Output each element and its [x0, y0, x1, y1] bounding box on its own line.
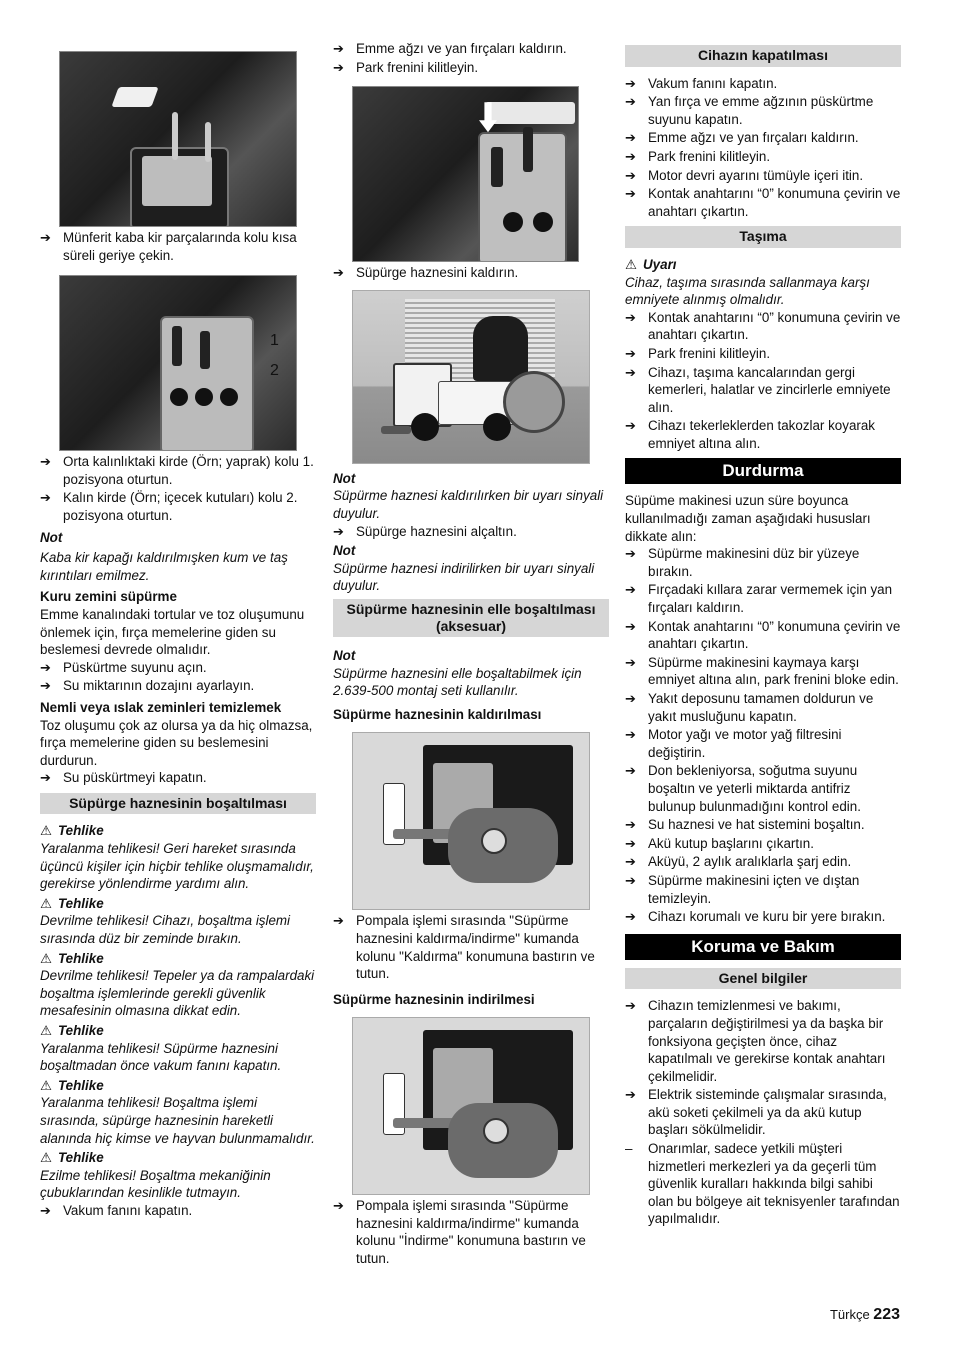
list-item [625, 129, 901, 147]
list-item [333, 523, 609, 541]
note-text: Süpürme haznesi kaldırılırken bir uyarı sinyali duyulur. [333, 488, 604, 521]
warning-block [40, 1022, 316, 1075]
item-text: Orta kalınlıktaki kirde (Örn; yaprak) kolu 1. pozisyona oturtun. [63, 454, 314, 487]
note-text: Süpürme haznesini elle boşaltabilmek için 2.639-500 montaj seti kullanılır. [333, 665, 582, 699]
list-item [625, 726, 901, 761]
arrow-icon: ➔ [625, 418, 636, 434]
paragraph-dry: Emme kanalındaki tortular ve toz oluşumunu önlemek için, fırça memelerine giden su beslemesi devrede olmalıdır. [40, 606, 305, 658]
list-item [625, 185, 901, 220]
list-item [625, 835, 901, 853]
warning-triangle-icon: ⚠ [40, 1023, 53, 1038]
warning-triangle-icon: ⚠ [40, 1077, 53, 1093]
arrow-icon: ➔ [625, 1087, 636, 1103]
arrow-icon: ➔ [333, 913, 344, 929]
arrow-icon: ➔ [625, 582, 636, 598]
arrow-icon: ➔ [40, 770, 51, 786]
warning-triangle-icon: ⚠ [40, 1150, 53, 1166]
arrow-icon: ➔ [625, 130, 636, 146]
arrow-icon: ➔ [40, 490, 51, 506]
warning-text: Devrilme tehlikesi! Cihazı, boşaltma işlemi sırasında düz bir zeminde bırakın. [40, 913, 291, 947]
note-text: Süpürme haznesi indirilirken bir uyarı sinyali duyulur. [333, 560, 595, 594]
item-text: Cihazı korumalı ve kuru bir yere bırakın. [648, 909, 886, 925]
item-text: Su miktarının dozajını ayarlayın. [63, 678, 255, 694]
list-item [333, 264, 609, 282]
arrow-icon: ➔ [625, 817, 636, 833]
subheading-dry: Kuru zemini süpürme [40, 589, 177, 605]
warning-text: Yaralanma tehlikesi! Geri hareket sırasında üçüncü kişiler için hiçbir tehlike oluşmamalıdır, gerekirse yönlendirme yardımı alın. [40, 841, 314, 892]
footer-language: Türkçe [829, 1307, 870, 1322]
note-title: Not [333, 647, 356, 663]
arrow-icon: ➔ [625, 654, 636, 670]
list-item [625, 167, 901, 185]
list-item [40, 1202, 316, 1220]
paragraph-wet: Toz oluşumu çok az olursa ya da hiç olmazsa, fırça memelerine giden su beslemesini durdurun. [40, 717, 313, 768]
arrow-icon: ➔ [625, 727, 636, 743]
note-title: Not [40, 529, 63, 545]
arrow-icon: ➔ [625, 167, 636, 183]
section-heading-stop: Durdurma [625, 458, 901, 484]
list-item [333, 40, 609, 58]
warning-text: Cihaz, taşıma sırasında sallanmaya karşı emniyete alınmış olmalıdır. [625, 274, 870, 308]
arrow-icon: ➔ [333, 59, 344, 75]
item-text: Su püskürtmeyi kapatın. [63, 770, 207, 786]
warning-title: Tehlike [58, 1023, 104, 1038]
list-item [625, 581, 901, 616]
column-right [625, 40, 901, 1229]
arrow-icon: ➔ [333, 523, 344, 539]
arrow-icon: ➔ [333, 265, 344, 281]
item-text: Vakum fanını kapatın. [648, 75, 778, 91]
note-text: Kaba kir kapağı kaldırılmışken kum ve taş kırıntıları emilmez. [40, 550, 288, 583]
item-text: Pompala işlemi sırasında "Süpürme haznesini kaldırma/indirme" kumanda kolunu "Kaldırma" konumuna bastırın ve tutun. [356, 913, 595, 982]
list-item [333, 1197, 609, 1267]
arrow-icon: ➔ [625, 618, 636, 634]
list-item [625, 417, 901, 452]
item-text: Püskürtme suyunu açın. [63, 659, 207, 675]
item-text: Elektrik sisteminde çalışmalar sırasında, akü soketi çekilmeli ya da akü kutup başları sökülmelidir. [648, 1087, 887, 1138]
list-item [625, 762, 901, 815]
arrow-icon: ➔ [625, 763, 636, 779]
arrow-icon: ➔ [625, 835, 636, 851]
list-item [333, 59, 609, 77]
list-item [625, 345, 901, 363]
item-text: Su haznesi ve hat sistemini boşaltın. [648, 817, 865, 833]
note-title: Not [333, 470, 356, 486]
section-heading-care: Koruma ve Bakım [625, 934, 901, 960]
item-text: Park frenini kilitleyin. [648, 345, 771, 361]
item-text: Kontak anahtarını “0” konumuna çevirin ve anahtarı çıkartın. [648, 309, 901, 343]
warning-text: Yaralanma tehlikesi! Boşaltma işlemi sırasında, süpürge haznesinin hareketli alanında hiç kimse ve hayvan bulunmamalıdır. [40, 1095, 315, 1146]
section-heading-empty: Süpürge haznesinin boşaltılması [40, 793, 316, 815]
dash-bullet: – [625, 1141, 633, 1157]
photo-lever-operator [59, 51, 297, 227]
arrow-icon: ➔ [625, 998, 636, 1014]
list-item [40, 229, 316, 264]
warning-title: Tehlike [58, 895, 104, 911]
arrow-icon: ➔ [625, 854, 636, 870]
item-text: Süpürme makinesini kaymaya karşı emniyet altına alın, park frenini bloke edin. [648, 654, 899, 688]
warning-triangle-icon: ⚠ [625, 256, 638, 272]
warning-block [40, 895, 316, 948]
list-item [625, 545, 901, 580]
list-item [40, 769, 316, 787]
shutdown-list [625, 75, 901, 221]
item-text: Cihazı, taşıma kancalarından gergi kemerleri, halatlar ve zincirlerle emniyete alın. [648, 364, 891, 415]
item-text: Süpürme makinesini içten ve dıştan temizleyin. [648, 872, 860, 906]
warning-title: Tehlike [58, 1077, 104, 1093]
warning-triangle-icon: ⚠ [40, 950, 53, 966]
item-text: Kontak anahtarını “0” konumuna çevirin ve anahtarı çıkartın. [648, 618, 901, 652]
item-text: Münferit kaba kir parçalarında kolu kısa süreli geriye çekin. [63, 230, 297, 263]
photo-hopper-button [352, 86, 579, 262]
section-heading-general: Genel bilgiler [625, 968, 901, 990]
photo-lever-positions [59, 275, 297, 451]
warning-triangle-icon: ⚠ [40, 823, 53, 839]
list-item [625, 997, 901, 1085]
list-item [625, 816, 901, 834]
item-text: Don bekleniyorsa, soğutma suyunu boşaltın ve yeterli miktarda antifriz bulunup bulunmadığını kontrol edin. [648, 763, 861, 814]
item-text: Cihazı tekerleklerden takozlar koyarak emniyet altına alın. [648, 418, 876, 451]
item-text: Pompala işlemi sırasında "Süpürme haznesini kaldırma/indirme" kumanda kolunu "İndirme" konumuna bastırın ve tutun. [356, 1198, 586, 1267]
list-item [625, 872, 901, 907]
list-item [625, 364, 901, 417]
page-footer [830, 1306, 900, 1324]
arrow-icon: ➔ [333, 1198, 344, 1214]
list-item [625, 148, 901, 166]
subheading-wet: Nemli veya ıslak zeminleri temizlemek [40, 699, 282, 715]
callout-1: 1 [270, 332, 279, 350]
item-text: Fırçadaki kıllara zarar vermemek için yan fırçaları kaldırın. [648, 582, 893, 616]
item-text: Süpürge haznesini kaldırın. [356, 265, 519, 281]
arrow-icon: ➔ [625, 872, 636, 888]
arrow-icon: ➔ [625, 186, 636, 202]
list-item [40, 659, 316, 677]
page-number: 223 [873, 1306, 900, 1323]
arrow-icon: ➔ [40, 659, 51, 675]
warning-block [40, 822, 316, 892]
item-text: Kalın kirde (Örn; içecek kutuları) kolu 2. pozisyona oturtun. [63, 490, 298, 523]
item-text: Emme ağzı ve yan fırçaları kaldırın. [356, 41, 567, 56]
list-item [40, 489, 316, 524]
arrow-icon: ➔ [625, 345, 636, 361]
paragraph-stop: Süpüme makinesi uzun süre boyunca kullanılmadığı zaman aşağıdaki hususları dikkate alın: [625, 493, 871, 544]
warning-block [40, 1149, 316, 1202]
item-text: Vakum fanını kapatın. [63, 1202, 193, 1218]
arrow-icon: ➔ [625, 75, 636, 91]
list-item [625, 1140, 901, 1228]
item-text: Cihazın temizlenmesi ve bakımı, parçaların değiştirilmesi ya da başka bir fonksiyona geçişten önce, cihaz kapatılmalı ve gerekirse kontak anahtarı çekilmelidir. [648, 998, 886, 1084]
item-text: Park frenini kilitleyin. [648, 148, 771, 164]
warning-block [40, 950, 316, 1020]
photo-sweeper-vehicle [352, 290, 590, 464]
warning-title: Uyarı [643, 256, 677, 272]
callout-2: 2 [270, 362, 279, 380]
item-text: Aküyü, 2 aylık aralıklarla şarj edin. [648, 854, 852, 870]
warning-text: Yaralanma tehlikesi! Süpürme haznesini boşaltmadan önce vakum fanını kapatın. [40, 1040, 282, 1074]
arrow-icon: ➔ [625, 909, 636, 925]
item-text: Yan fırça ve emme ağzının püskürtme suyunu kapatın. [648, 94, 874, 127]
photo-manual-lower [352, 1017, 590, 1195]
section-heading-manual: Süpürme haznesinin elle boşaltılması (aksesuar) [333, 599, 609, 637]
subheading-raise: Süpürme haznesinin kaldırılması [333, 706, 542, 722]
item-text: Yakıt deposunu tamamen doldurun ve yakıt musluğunu kapatın. [648, 691, 874, 724]
list-item [625, 690, 901, 725]
warning-text: Ezilme tehlikesi! Boşaltma mekaniğinin çubuklarından kesinlikle tutmayın. [40, 1167, 271, 1201]
arrow-icon: ➔ [625, 94, 636, 110]
subheading-lower: Süpürme haznesinin indirilmesi [333, 991, 535, 1007]
arrow-icon: ➔ [40, 454, 51, 470]
photo-manual-raise [352, 732, 590, 910]
section-heading-shutdown: Cihazın kapatılması [625, 45, 901, 67]
warning-title: Tehlike [58, 823, 104, 839]
warning-title: Tehlike [58, 1150, 104, 1166]
item-text: Park frenini kilitleyin. [356, 59, 479, 75]
list-item [333, 912, 609, 982]
warning-triangle-icon: ⚠ [40, 895, 53, 911]
list-item [625, 93, 901, 128]
item-text: Motor devri ayarını tümüyle içeri itin. [648, 167, 864, 183]
list-item [625, 309, 901, 344]
item-text: Emme ağzı ve yan fırçaları kaldırın. [648, 130, 859, 146]
list-item [625, 1086, 901, 1139]
arrow-icon: ➔ [333, 41, 344, 56]
item-text: Motor yağı ve motor yağ filtresini değiştirin. [648, 727, 842, 760]
arrow-icon: ➔ [625, 546, 636, 562]
arrow-icon: ➔ [625, 364, 636, 380]
list-item [625, 75, 901, 93]
arrow-icon: ➔ [40, 1202, 51, 1218]
note-title: Not [333, 543, 356, 559]
list-item [625, 654, 901, 689]
arrow-icon: ➔ [625, 309, 636, 325]
item-text: Akü kutup başlarını çıkartın. [648, 835, 814, 851]
arrow-icon: ➔ [40, 230, 51, 245]
column-middle [333, 40, 609, 1269]
item-text: Onarımlar, sadece yetkili müşteri hizmetleri merkezleri ya da geçerli tüm güvenlik kuralları hakkında bilgi sahibi olan bu bölgeye ait teknisyenler tarafından yapılmalıdır. [648, 1141, 900, 1227]
arrow-icon: ➔ [625, 691, 636, 706]
list-item [625, 618, 901, 653]
item-text: Kontak anahtarını “0” konumuna çevirin ve anahtarı çıkartın. [648, 186, 901, 219]
list-item [625, 908, 901, 926]
arrow-icon: ➔ [625, 148, 636, 164]
list-item [625, 853, 901, 871]
item-text: Süpürme makinesini düz bir yüzeye bırakın. [648, 546, 860, 579]
warning-title: Tehlike [58, 950, 104, 966]
warning-text: Devrilme tehlikesi! Tepeler ya da rampalardaki boşaltma işlemlerinde gerekli güvenlik mesafesinin olmasına dikkat edin. [40, 968, 315, 1019]
list-item [40, 453, 316, 488]
item-text: Süpürge haznesini alçaltın. [356, 523, 517, 539]
warning-block [40, 1077, 316, 1147]
column-left [40, 40, 316, 1221]
arrow-icon: ➔ [40, 678, 51, 694]
list-item [40, 677, 316, 695]
section-heading-transport: Taşıma [625, 226, 901, 248]
